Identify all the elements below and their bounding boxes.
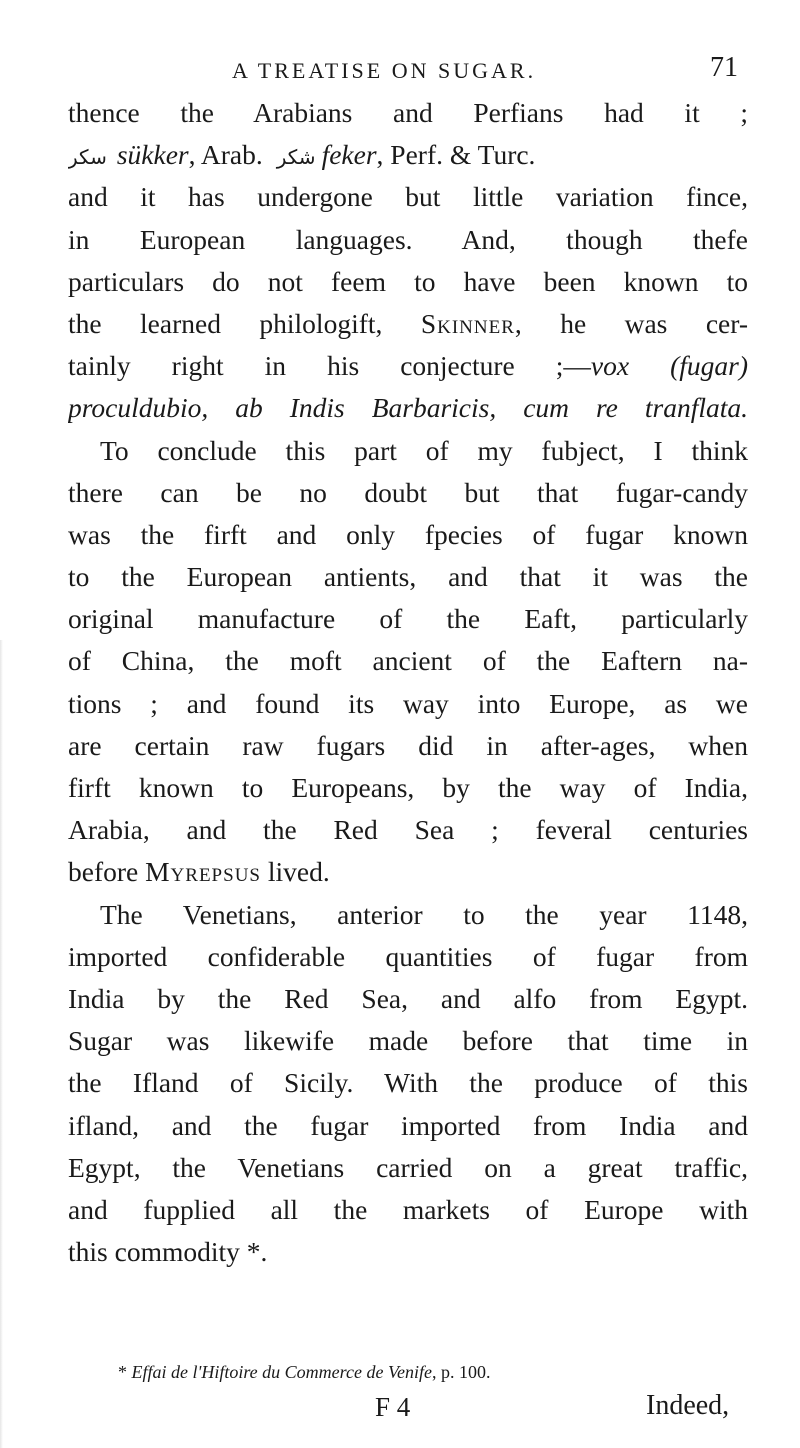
text-span: lived. — [260, 856, 330, 888]
text-span: , Perf. & Turc. — [376, 139, 536, 171]
text-span: , he was cer- — [514, 307, 748, 339]
text-line: Arabia, and the Red Sea ; feveral centuries — [68, 814, 748, 846]
text-line: India by the Red Sea, and alfo from Egypt. — [68, 982, 748, 1014]
text-line: particulars do not feem to have been known to — [68, 265, 748, 297]
text-span: tainly right in his conjecture ;— — [68, 350, 591, 382]
text-line: there can be no doubt but that fugar-candy — [68, 476, 748, 508]
footnote-title: Effai de l'Hiftoire du Commerce de Venife — [131, 1362, 432, 1382]
paragraph-end — [68, 851, 748, 893]
etymology-line — [68, 134, 748, 176]
signature-mark: F 4 — [375, 1392, 411, 1422]
text-line: to the European antients, and that it was the — [68, 561, 748, 593]
text-line: original manufacture of the Eaft, particularly — [68, 603, 748, 635]
latin-quote: vox (fugar) — [590, 350, 748, 382]
text-line: firft known to Europeans, by the way of India, — [68, 772, 748, 803]
text-span: before — [68, 856, 146, 888]
italic-word: sükker — [116, 139, 189, 171]
text-line: Sugar was likewife made before that time in — [68, 1025, 748, 1057]
text-line: in European languages. And, though thefe — [68, 223, 748, 255]
text-line: and it has undergone but little variation fince, — [68, 181, 748, 213]
italic-word: feker — [321, 139, 377, 171]
paragraph-start: To conclude this part of my fubject, I think — [100, 434, 748, 466]
text-line: and fupplied all the markets of Europe with — [68, 1193, 748, 1225]
text-line: Egypt, the Venetians carried on a great traffic, — [68, 1151, 748, 1183]
text-line: imported confiderable quantities of fugar from — [68, 940, 748, 972]
author-name: Myrepsus — [145, 856, 261, 888]
author-name: Skinner — [420, 307, 515, 339]
text-span: , Arab. — [188, 139, 263, 171]
text-line: thence the Arabians and Perfians had it ; — [68, 97, 748, 128]
text-line: are certain raw fugars did in after-ages, when — [68, 729, 748, 761]
footnote-mark: * — [118, 1362, 132, 1382]
page-number: 71 — [710, 52, 738, 83]
latin-quote-line: proculdubio, ab Indis Barbaricis, cum re tranflata. — [68, 392, 748, 424]
paragraph-end: this commodity *. — [68, 1236, 268, 1268]
footnote — [118, 1362, 490, 1383]
body-text — [68, 92, 748, 1273]
text-line: ifland, and the fugar imported from India and — [68, 1109, 748, 1141]
text-line: was the firft and only fpecies of fugar known — [68, 518, 748, 550]
text-line: the Ifland of Sicily. With the produce of this — [68, 1067, 748, 1099]
text-span: the learned philologift, — [68, 307, 421, 339]
text-line: tions ; and found its way into Europe, as we — [68, 687, 748, 719]
paragraph-start: The Venetians, anterior to the year 1148, — [100, 898, 748, 930]
footnote-ref: , p. 100. — [431, 1362, 491, 1382]
text-line — [68, 345, 748, 387]
text-line: of China, the moft ancient of the Eaftern na- — [68, 645, 748, 677]
arabic-word: سكر — [68, 145, 107, 170]
running-head: A TREATISE ON SUGAR. — [232, 58, 537, 83]
text-line — [68, 303, 748, 345]
persian-word: شكر — [276, 145, 316, 170]
catchword: Indeed, — [646, 1390, 730, 1421]
page-gutter-shadow — [0, 640, 3, 1448]
